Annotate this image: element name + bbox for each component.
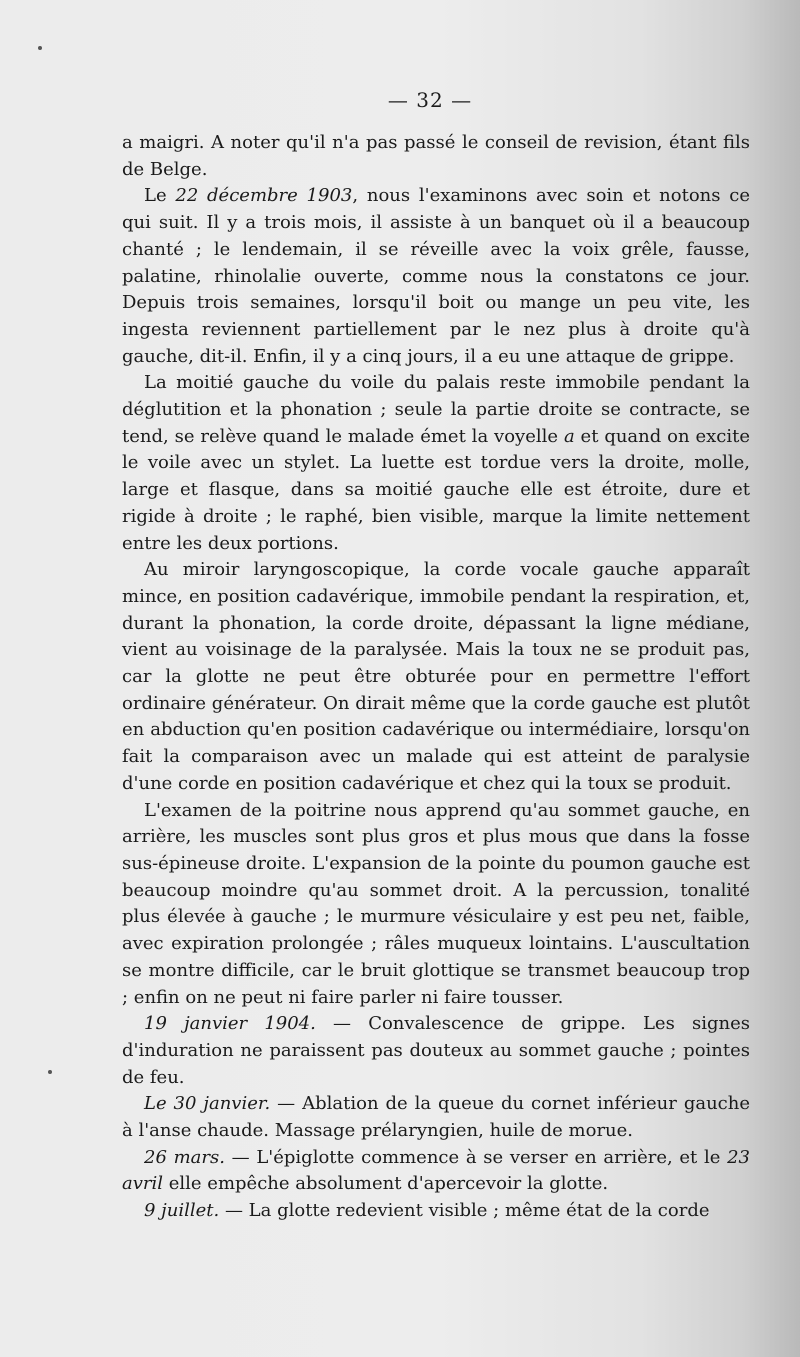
ink-speck	[38, 46, 42, 50]
text-segment: La moitié gauche du voile du palais reste immobile pendant la déglutition et la phonation ; seule la partie droite se contracte, se tend, se relève quand le malade émet la voyelle	[122, 372, 750, 447]
text-segment: — Ablation de la queue du cornet inférieur gauche à l'anse chaude. Massage prélaryngien, huile de morue.	[122, 1093, 750, 1142]
text-segment: a maigri. A noter qu'il n'a pas passé le conseil de revision, étant fils de Belge.	[122, 132, 750, 180]
italic-text-segment: Le 30 janvier.	[144, 1093, 271, 1115]
paragraph-p3	[122, 370, 750, 557]
italic-text-segment: 22 décembre 1903	[175, 185, 353, 207]
ink-speck	[48, 1070, 52, 1074]
text-segment: , nous l'examinons avec soin et notons ce qui suit. Il y a trois mois, il assiste à un banquet où il a beaucoup chanté ; le lendemain, il se réveille avec la voix grêle, fausse, palatine, rhinolalie ouverte, comme nous la constatons ce jour. Depuis trois semaines, lorsqu'il boit ou mange un peu vite, les ingesta reviennent partiellement par le nez plus à droite qu'à gauche, dit-il. Enfin, il y a cinq jours, il a eu une attaque de grippe.	[122, 185, 751, 367]
italic-text-segment: 26 mars.	[144, 1146, 225, 1168]
text-segment: — La glotte redevient visible ; même état de la corde	[219, 1200, 710, 1222]
italic-text-segment: a	[563, 425, 575, 447]
paragraph-p9	[122, 1198, 750, 1225]
text-segment: L'examen de la poitrine nous apprend qu'au sommet gauche, en arrière, les muscles sont plus gros et plus mous que dans la fosse sus-épineuse droite. L'expansion de la pointe du poumon gauche est beaucoup moindre qu'au sommet droit. A la percussion, tonalité plus élevée à gauche ; le murmure vésiculaire y est peu net, faible, avec expiration prolongée ; râles muqueux lointains. L'auscultation se montre difficile, car le bruit glottique se transmet beaucoup trop ; enfin on ne peut ni faire parler ni faire tousser.	[122, 799, 750, 1008]
text-segment: Le	[144, 185, 176, 207]
italic-text-segment: 9 juillet.	[144, 1200, 220, 1222]
italic-text-segment: 19 janvier 1904.	[144, 1013, 316, 1035]
text-segment: et quand on excite le voile avec un stylet. La luette est tordue vers la droite, molle, large et flasque, dans sa moitié gauche elle est étroite, dure et rigide à droite ; le raphé, bien visible, marque la limite nettement entre les deux portions.	[122, 425, 750, 554]
paragraph-p2	[122, 183, 750, 370]
paragraph-p1	[122, 130, 750, 183]
paragraph-p5	[122, 798, 750, 1012]
text-segment: — Convalescence de grippe. Les signes d'induration ne paraissent pas douteux au sommet gauche ; pointes de feu.	[122, 1013, 750, 1088]
paragraph-p6	[122, 1011, 750, 1091]
italic-text-segment: 23 avril	[122, 1146, 750, 1195]
paragraph-p4	[122, 557, 750, 797]
paragraph-p8	[122, 1145, 750, 1198]
paragraph-p7	[122, 1091, 750, 1144]
body-text	[122, 130, 750, 1225]
text-segment: elle empêche absolument d'apercevoir la glotte.	[163, 1173, 609, 1195]
text-segment: Au miroir laryngoscopique, la corde vocale gauche apparaît mince, en position cadavérique, immobile pendant la respiration, et, durant la phonation, la corde droite, dépassant la ligne médiane, vient au voisinage de la paralysée. Mais la toux ne se produit pas, car la glotte ne peut être obturée pour en permettre l'effort ordinaire générateur. On dirait même que la corde gauche est plutôt en abduction qu'en position cadavérique ou intermédiaire, lorsqu'on fait la comparaison avec un malade qui est atteint de paralysie d'une corde en position cadavérique et chez qui la toux se produit.	[122, 559, 750, 794]
text-segment: — L'épiglotte commence à se verser en arrière, et le	[224, 1146, 728, 1168]
page-number: — 32 —	[387, 88, 473, 112]
